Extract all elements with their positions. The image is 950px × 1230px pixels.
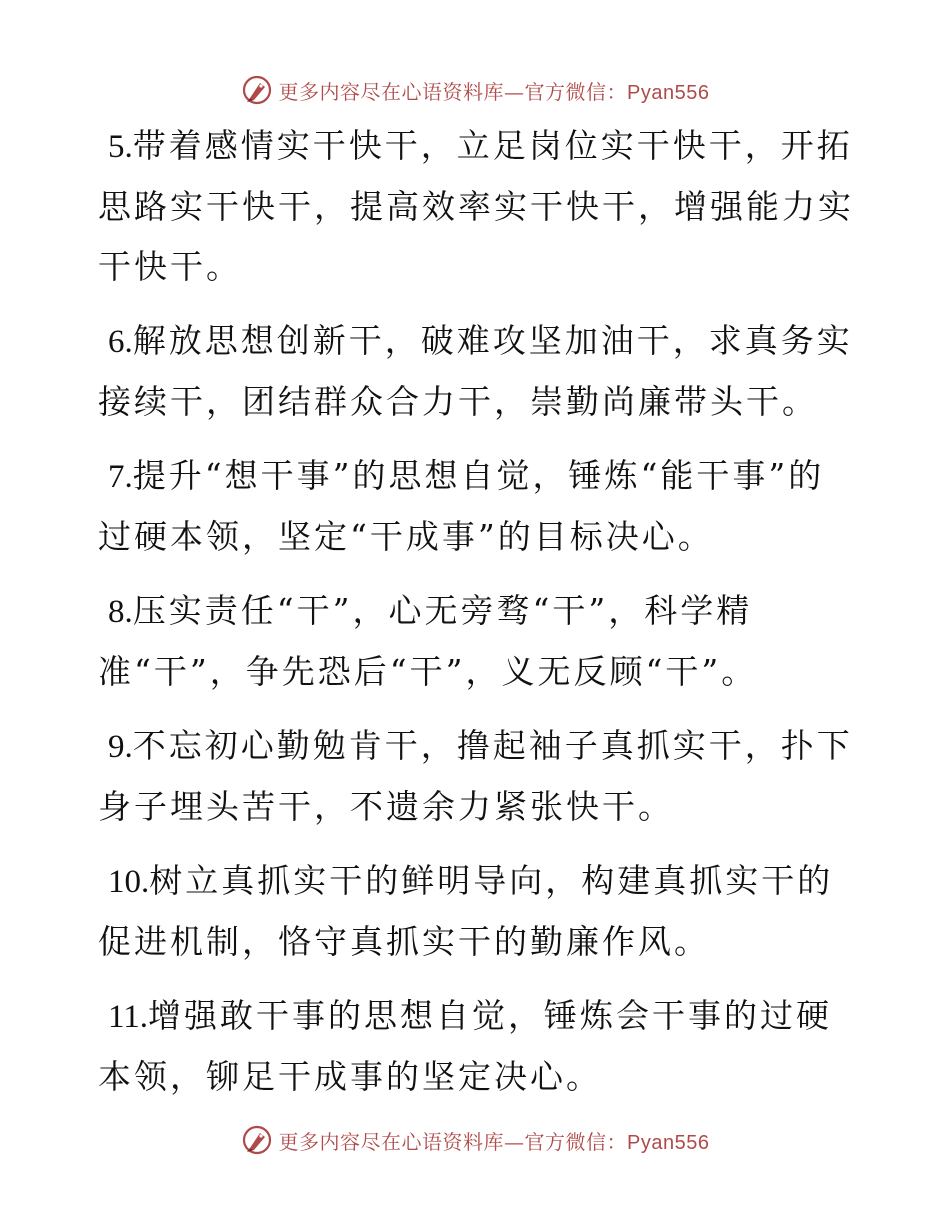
- pen-nib-logo-icon: [241, 1124, 273, 1156]
- header-banner: [0, 70, 950, 110]
- item-text: 树立真抓实干的鲜明导向，构建真抓实干的促进机制，恪守真抓实干的勤廉作风。: [98, 861, 834, 961]
- footer-banner: [0, 1120, 950, 1160]
- list-item: [98, 116, 858, 297]
- list-item: [98, 851, 858, 972]
- item-number: 9.: [108, 729, 133, 765]
- list-item: [98, 716, 858, 837]
- item-number: 10.: [108, 864, 150, 900]
- item-text: 解放思想创新干，破难攻坚加油干，求真务实接续干，团结群众合力干，崇勤尚廉带头干。: [98, 321, 853, 421]
- promo-label: 更多内容尽在心语资料库—官方微信：: [278, 1129, 628, 1154]
- pen-nib-logo-icon: [241, 74, 273, 106]
- wechat-id: Pyan556: [627, 1131, 710, 1154]
- item-text: 不忘初心勤勉肯干，撸起袖子真抓实干，扑下身子埋头苦干，不遗余力紧张快干。: [98, 726, 853, 826]
- item-number: 8.: [108, 594, 133, 630]
- list-item: [98, 446, 858, 567]
- item-text: 提升“想干事”的思想自觉，锤炼“能干事”的过硬本领，坚定“干成事”的目标决心。: [98, 456, 825, 556]
- promo-text: [279, 1126, 710, 1155]
- item-number: 5.: [108, 129, 133, 165]
- item-number: 7.: [108, 459, 133, 495]
- item-number: 6.: [108, 324, 133, 360]
- item-text: 压实责任“干”，心无旁骛“干”，科学精准“干”，争先恐后“干”，义无反顾“干”。: [98, 591, 758, 691]
- promo-text: [279, 76, 710, 105]
- wechat-id: Pyan556: [627, 81, 710, 104]
- item-number: 11.: [108, 999, 149, 1035]
- item-text: 带着感情实干快干，立足岗位实干快干，开拓思路实干快干，提高效率实干快干，增强能力实干快干。: [98, 126, 854, 286]
- list-item: [98, 986, 858, 1107]
- list-item: [98, 581, 858, 702]
- promo-label: 更多内容尽在心语资料库—官方微信：: [278, 79, 628, 104]
- document-body: [98, 116, 858, 1121]
- list-item: [98, 311, 858, 432]
- item-text: 增强敢干事的思想自觉，锤炼会干事的过硬本领，铆足干成事的坚定决心。: [98, 996, 833, 1096]
